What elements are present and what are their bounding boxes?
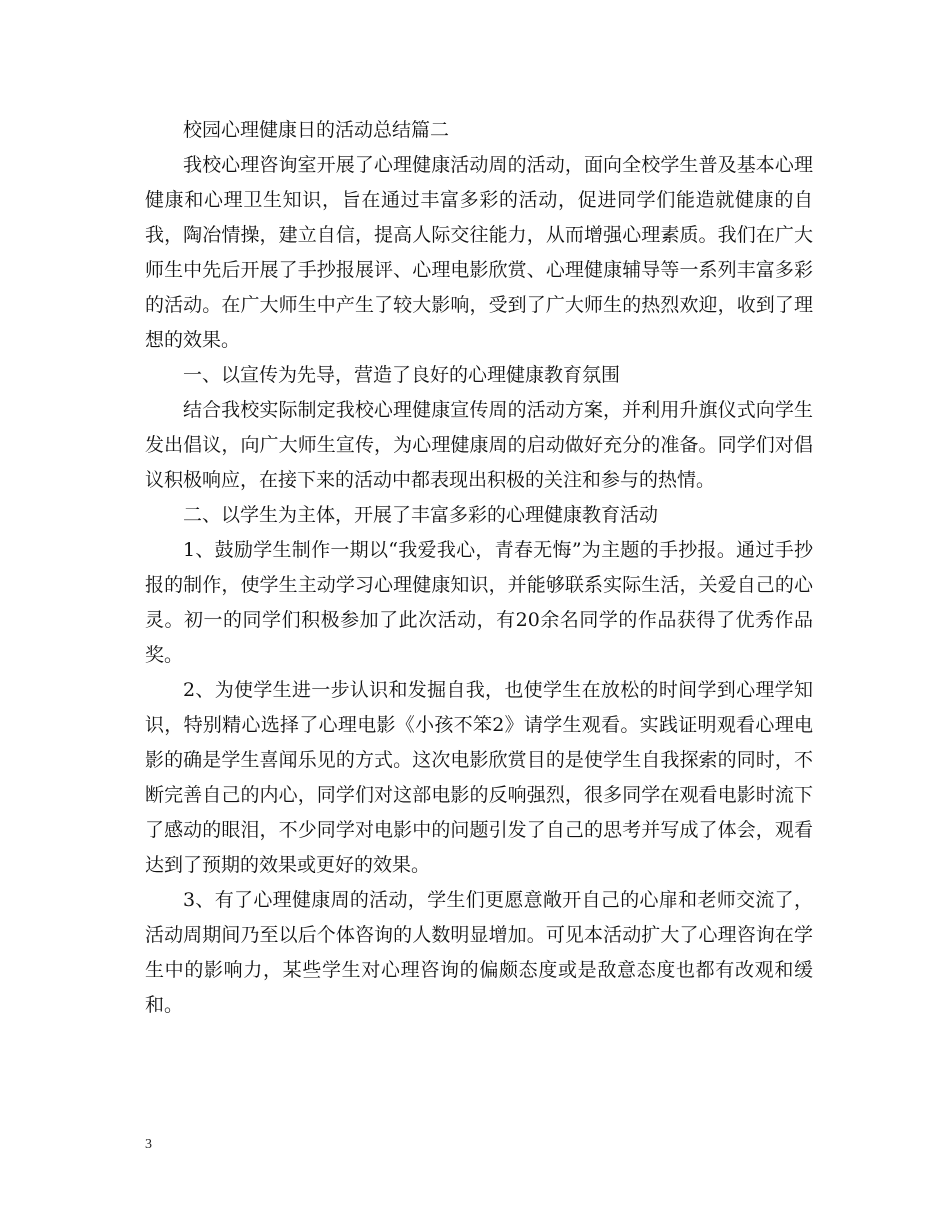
section-heading-1: 一、以宣传为先导，营造了良好的心理健康教育氛围 [183, 364, 621, 386]
intro-paragraph: 我校心理咨询室开展了心理健康活动周的活动，面向全校学生普及基本心理健康和心理卫生知识，旨在通过丰富多彩的活动，促进同学们能造就健康的自我，陶冶情操，建立自信，提高人际交往能力，从而增强心理素质。我们在广大师生中先后开展了手抄报展评、心理电影欣赏、心理健康辅导等一系列丰富多彩的活动。在广大师生中产生了较大影响，受到了广大师生的热烈欢迎，收到了理想的效果。 [145, 154, 813, 351]
section-title: 校园心理健康日的活动总结篇二 [183, 119, 450, 141]
item-2-paragraph: 2、为使学生进一步认识和发掘自我，也使学生在放松的时间学到心理学知识，特别精心选择了心理电影《小孩不笨2》请学生观看。实践证明观看心理电影的确是学生喜闻乐见的方式。这次电影欣赏目的是使学生自我探索的同时，不断完善自己的内心，同学们对这部电影的反响强烈，很多同学在观看电影时流下了感动的眼泪，不少同学对电影中的问题引发了自己的思考并写成了体会，观看达到了预期的效果或更好的效果。 [145, 679, 813, 876]
section-1-paragraph: 结合我校实际制定我校心理健康宣传周的活动方案，并利用升旗仪式向学生发出倡议，向广大师生宣传，为心理健康周的启动做好充分的准备。同学们对倡议积极响应，在接下来的活动中都表现出积极的关注和参与的热情。 [145, 399, 813, 491]
page-number: 3 [145, 1137, 152, 1152]
item-3-paragraph: 3、有了心理健康周的活动，学生们更愿意敞开自己的心扉和老师交流了，活动周期间乃至以后个体咨询的人数明显增加。可见本活动扩大了心理咨询在学生中的影响力，某些学生对心理咨询的偏颇态度或是敌意态度也都有改观和缓和。 [145, 889, 813, 1016]
item-1-paragraph: 1、鼓励学生制作一期以“我爱我心，青春无悔”为主题的手抄报。通过手抄报的制作，使学生主动学习心理健康知识，并能够联系实际生活，关爱自己的心灵。初一的同学们积极参加了此次活动，有20余名同学的作品获得了优秀作品奖。 [145, 539, 813, 666]
section-heading-2: 二、以学生为主体，开展了丰富多彩的心理健康教育活动 [183, 504, 659, 526]
document-body [145, 113, 813, 1023]
